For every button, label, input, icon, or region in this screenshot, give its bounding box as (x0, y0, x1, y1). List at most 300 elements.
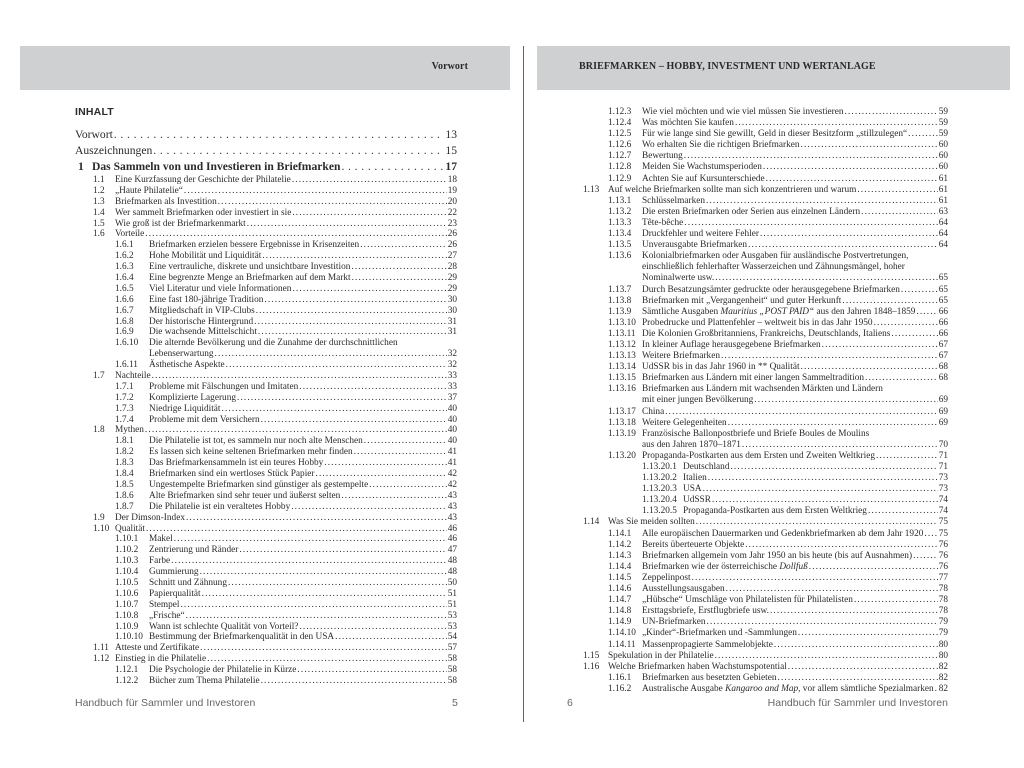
dot-leader (924, 529, 937, 540)
toc-entry-title: einschließlich fehlerhafter Wasserzeichen und Zähnungsmängel, hoher (642, 262, 905, 273)
toc-entry[interactable] (75, 186, 457, 197)
toc-entry[interactable] (565, 651, 948, 662)
toc-entry-title: USA (683, 484, 702, 495)
toc-entry-number: 1.10.7 (115, 599, 139, 610)
toc-entry[interactable] (565, 495, 948, 506)
dot-leader (935, 684, 938, 695)
toc-entry[interactable] (565, 684, 948, 695)
toc-entry-number: 1.10.4 (115, 567, 139, 578)
page-number-left: 5 (452, 697, 458, 709)
toc-entry-number: 1.6.5 (115, 283, 134, 294)
toc-entry[interactable] (75, 262, 457, 273)
toc-entry-page: 76 (938, 561, 948, 572)
toc-entry[interactable] (565, 273, 948, 284)
toc-entry-title: Massenpropagierte Sammelobjekte (642, 639, 773, 650)
dot-leader (218, 197, 447, 208)
toc-entry-title: Auf welche Briefmarken sollte man sich konzentrieren und warum (608, 184, 857, 195)
toc-entry-page: 22 (447, 207, 457, 218)
toc-entry-title: Mitgliedschaft in VIP-Clubs (149, 305, 255, 316)
toc-entry-title: mit einer jungen Bevölkerung (642, 395, 754, 406)
toc-entry-number: 1.14.6 (608, 584, 632, 595)
toc-entry-number: 1.14.1 (608, 528, 632, 539)
toc-entry[interactable] (75, 513, 457, 524)
toc-entry[interactable] (565, 351, 948, 362)
toc-entry-title: Die Philatelie ist ein veraltetes Hobby (149, 501, 291, 512)
toc-entry-number: 1.13.7 (608, 284, 632, 295)
toc-entry[interactable] (75, 143, 457, 159)
toc-entry-page: 20 (447, 196, 457, 207)
toc-entry[interactable] (565, 107, 948, 118)
toc-entry[interactable] (75, 654, 457, 665)
toc-entry-page: 37 (447, 392, 457, 403)
toc-entry-page: 71 (938, 450, 948, 461)
toc-entry[interactable] (75, 458, 457, 469)
dot-leader (264, 295, 446, 306)
toc-entry-number: 1.11 (93, 643, 109, 654)
toc-entry[interactable] (565, 517, 948, 528)
toc-entry-number: 1.12.2 (115, 675, 139, 686)
toc-entry[interactable] (565, 185, 948, 196)
dot-leader (774, 640, 938, 651)
dot-leader (254, 317, 447, 328)
toc-entry-title: Schnitt und Zähnung (149, 577, 227, 588)
dot-leader (809, 562, 938, 573)
toc-entry[interactable] (75, 371, 457, 382)
dot-leader (237, 393, 447, 404)
toc-entry-title: Briefmarken aus besetzten Gebieten (642, 672, 777, 683)
toc-entry-page: 40 (447, 436, 457, 447)
toc-entry[interactable] (565, 129, 948, 140)
toc-entry[interactable] (565, 418, 948, 429)
toc-entry-page: 63 (938, 206, 948, 217)
toc-entry[interactable] (75, 393, 457, 404)
toc-entry-number: 1.8.1 (115, 436, 134, 447)
toc-entry-page: 29 (447, 283, 457, 294)
toc-entry[interactable] (75, 567, 457, 578)
toc-entry-page: 32 (447, 360, 457, 371)
toc-entry-number: 1.10.1 (115, 534, 139, 545)
toc-entry-title: Wo erhalten Sie die richtigen Briefmarken (642, 140, 800, 151)
toc-entry[interactable] (565, 606, 948, 617)
toc-entry-number: 1.12.3 (608, 107, 632, 117)
toc-entry-number: 1.8.2 (115, 447, 134, 458)
toc-entry-number: 1.12 (93, 654, 110, 665)
toc-entry-title: Französische Ballonpostbriefe und Briefe Boules de Moulins (642, 428, 870, 439)
page-gutter-divider (523, 46, 524, 722)
toc-entry[interactable] (75, 600, 457, 611)
toc-entry[interactable] (75, 469, 457, 480)
toc-entry-title: Hohe Mobilität und Liquidität (149, 251, 262, 262)
toc-entry[interactable] (565, 196, 948, 207)
toc-entry-title: „Hübsche“ Umschläge von Philatelisten für Philatelisten (642, 595, 853, 606)
toc-entry-number: 1.10 (93, 523, 110, 534)
toc-entry-number: 1.13.9 (608, 306, 632, 317)
toc-entry-title: Druckfehler und weitere Fehler (642, 229, 759, 240)
toc-entry-number: 1.7 (93, 371, 105, 382)
toc-entry-page: 13 (445, 128, 457, 141)
dot-leader (721, 351, 938, 362)
toc-entry-page: 68 (938, 362, 948, 373)
toc-entry-number: 1.6.9 (115, 327, 134, 338)
toc-entry[interactable] (565, 174, 948, 185)
toc-entry-page: 33 (447, 381, 457, 392)
toc-entry[interactable] (565, 307, 948, 318)
toc-entry-number: 1.13.20.2 (642, 473, 677, 484)
toc-entry[interactable] (75, 611, 457, 622)
toc-entry[interactable] (565, 340, 948, 351)
toc-entry[interactable] (565, 140, 948, 151)
toc-entry[interactable] (565, 407, 948, 418)
toc-entry[interactable] (565, 640, 948, 651)
toc-entry[interactable] (75, 534, 457, 545)
toc-entry[interactable] (565, 151, 948, 162)
toc-entry[interactable] (75, 480, 457, 491)
toc-entry-title: Bewertung (642, 151, 683, 162)
toc-entry[interactable] (75, 240, 457, 251)
toc-entry-page: 78 (938, 606, 948, 617)
toc-entry-title: Der historische Hintergrund (149, 316, 254, 327)
toc-entry[interactable] (565, 207, 948, 218)
toc-entry[interactable] (75, 175, 457, 186)
dot-leader (335, 632, 447, 643)
toc-entry-page: 46 (447, 523, 457, 534)
toc-entry-number: 1.13.8 (608, 295, 632, 306)
toc-entry[interactable] (75, 524, 457, 535)
toc-entry[interactable] (565, 329, 948, 340)
toc-entry[interactable] (75, 643, 457, 654)
dot-leader (801, 140, 938, 151)
toc-entry-title: Ästhetische Aspekte (149, 360, 225, 371)
toc-entry-title: Ungestempelte Briefmarken sind günstiger als gestempelte (149, 479, 369, 490)
toc-entry-title: Probleme mit dem Versichern (149, 414, 260, 425)
dot-leader (352, 273, 447, 284)
toc-entry[interactable] (75, 622, 457, 633)
toc-entry-number: 1.14.5 (608, 572, 632, 583)
toc-entry-title: Es lassen sich keine seltenen Briefmarken mehr finden (149, 447, 353, 458)
toc-entry-number: 1 (78, 160, 84, 173)
toc-entry-title: Alle europäischen Dauermarken und Gedenkbriefmarken ab dem Jahr 1920 (642, 528, 924, 539)
toc-entry-title: Lebenserwartung (149, 349, 214, 360)
toc-entry[interactable] (565, 584, 948, 595)
toc-entry-title: Was Sie meiden sollten (608, 517, 695, 528)
toc-entry[interactable] (565, 484, 948, 495)
dot-leader (180, 600, 446, 611)
toc-entry-page: 79 (938, 628, 948, 639)
toc-entry[interactable] (565, 506, 948, 517)
toc-entry-title: Weitere Briefmarken (642, 351, 720, 362)
toc-entry-number: 1.7.3 (115, 403, 134, 414)
toc-entry[interactable] (565, 529, 948, 540)
toc-entry-title: Deutschland (683, 462, 730, 472)
toc-entry[interactable] (75, 159, 457, 175)
toc-entry-number: 1.13.11 (608, 328, 636, 339)
toc-entry-number: 1.13.19 (608, 428, 636, 439)
toc-entry[interactable] (75, 404, 457, 415)
dot-leader (726, 584, 938, 595)
toc-entry[interactable] (75, 578, 457, 589)
toc-entry[interactable] (75, 273, 457, 284)
toc-entry-page: 71 (938, 462, 948, 472)
toc-entry-number: 1.6.6 (115, 294, 134, 305)
dot-leader (324, 458, 446, 469)
toc-entry-number: 1.12.8 (608, 162, 632, 173)
toc-entry-page: 47 (447, 545, 457, 556)
toc-entry[interactable] (565, 473, 948, 484)
toc-entry[interactable] (75, 382, 457, 393)
toc-entry-title: Das Sammeln von und Investieren in Briefmarken (92, 160, 341, 173)
dot-leader (703, 484, 938, 495)
toc-entry[interactable] (75, 219, 457, 230)
toc-entry[interactable] (565, 240, 948, 251)
dot-leader (891, 329, 937, 340)
toc-entry[interactable] (565, 440, 948, 451)
dot-leader (226, 360, 447, 371)
toc-entry-page: 67 (938, 351, 948, 362)
toc-entry[interactable] (75, 229, 457, 240)
toc-entry-page: 76 (938, 539, 948, 550)
toc-entry-title: Briefmarken aus Ländern mit wachsenden Märkten und Ländern (642, 384, 883, 395)
dot-leader (684, 151, 938, 162)
toc-entry-title: Viel Literatur und viele Informationen (149, 283, 292, 294)
dot-leader (153, 143, 444, 159)
toc-entry-page: 43 (447, 490, 457, 501)
toc-entry[interactable] (565, 573, 948, 584)
toc-entry-line (565, 251, 948, 262)
toc-entry-title-italic: Kangaroo and Map (725, 683, 799, 694)
toc-entry[interactable] (565, 218, 948, 229)
toc-entry[interactable] (565, 451, 948, 462)
toc-entry-number: 1.6.2 (115, 251, 134, 262)
toc-entry[interactable] (75, 415, 457, 426)
toc-entry-title: Italien (683, 473, 707, 484)
dot-leader (868, 506, 938, 517)
toc-entry[interactable] (565, 229, 948, 240)
dot-leader (186, 611, 447, 622)
toc-entry-title: Wann ist schlechte Qualität von Vorteil? (149, 621, 299, 632)
toc-entry-page: 30 (447, 305, 457, 316)
toc-entry-page: 17 (445, 160, 457, 173)
dot-leader (770, 606, 938, 617)
toc-entry[interactable] (75, 197, 457, 208)
toc-entry-number: 1.7.2 (115, 392, 134, 403)
toc-entry[interactable] (75, 208, 457, 219)
toc-entry-page: 60 (938, 140, 948, 151)
toc-list-left (75, 127, 457, 687)
toc-entry[interactable] (75, 436, 457, 447)
toc-entry-number: 1.12.6 (608, 140, 632, 151)
toc-entry[interactable] (75, 545, 457, 556)
toc-entry[interactable] (565, 551, 948, 562)
dot-leader (200, 567, 447, 578)
toc-entry-number: 1.8.6 (115, 490, 134, 501)
toc-entry[interactable] (565, 462, 948, 473)
toc-entry[interactable] (565, 162, 948, 173)
toc-entry[interactable] (565, 662, 948, 673)
toc-entry-number: 1.13.20.5 (642, 506, 677, 517)
toc-entry-title: Vorteile (115, 229, 145, 240)
toc-entry[interactable] (75, 632, 457, 643)
toc-entry-title: Briefmarken allgemein vom Jahr 1950 an bis heute (bis auf Ausnahmen) (642, 550, 913, 561)
toc-entry-number: 1.13.1 (608, 195, 632, 206)
toc-entry-number: 1.1 (93, 175, 105, 185)
toc-entry-title: Atteste und Zertifikate (115, 643, 200, 654)
toc-entry-page: 75 (938, 528, 948, 539)
toc-entry-title: Was möchten Sie kaufen (642, 118, 734, 129)
toc-entry-page: 75 (938, 517, 948, 528)
dot-leader (292, 284, 446, 295)
dot-leader (874, 318, 938, 329)
toc-entry[interactable] (75, 556, 457, 567)
toc-entry-number: 1.12.4 (608, 118, 632, 129)
toc-entry-number: 1.13.4 (608, 229, 632, 240)
toc-entry[interactable] (565, 362, 948, 373)
toc-entry[interactable] (75, 447, 457, 458)
toc-entry-number: 1.14 (583, 517, 600, 528)
toc-entry-number: 1.15 (583, 650, 600, 661)
toc-entry[interactable] (75, 317, 457, 328)
dot-leader (152, 371, 447, 382)
footer-book-title-left: Handbuch für Sammler und Investoren (75, 697, 256, 709)
toc-entry-page: 30 (447, 294, 457, 305)
toc-entry[interactable] (565, 318, 948, 329)
toc-entry-page: 57 (447, 643, 457, 654)
toc-entry-number: 1.14.7 (608, 595, 632, 606)
toc-entry[interactable] (565, 395, 948, 406)
toc-entry[interactable] (75, 127, 457, 143)
toc-entry[interactable] (75, 502, 457, 513)
toc-entry-page: 78 (938, 595, 948, 606)
toc-entry[interactable] (565, 296, 948, 307)
toc-entry[interactable] (75, 425, 457, 436)
toc-entry[interactable] (565, 562, 948, 573)
toc-entry[interactable] (565, 628, 948, 639)
toc-entry-number: 1.13 (583, 184, 600, 195)
toc-entry-page: 69 (938, 406, 948, 417)
toc-entry-title: Briefmarken aus Ländern mit einer langen Sammeltradition (642, 373, 865, 384)
toc-entry[interactable] (565, 118, 948, 129)
toc-entry-title: Probleme mit Fälschungen und Imitaten (149, 381, 299, 392)
toc-entry[interactable] (565, 617, 948, 628)
toc-entry[interactable] (565, 540, 948, 551)
toc-entry-page: 82 (938, 661, 948, 672)
toc-entry-page: 66 (938, 306, 948, 317)
dot-leader (184, 186, 447, 197)
toc-entry[interactable] (75, 251, 457, 262)
dot-leader (760, 229, 938, 240)
dot-leader (857, 185, 937, 196)
toc-entry[interactable] (565, 285, 948, 296)
toc-entry-title: Gummierung (149, 567, 199, 578)
toc-entry-page: 74 (938, 506, 948, 517)
toc-entry-title: Durch Besatzungsämter gedruckte oder herausgegebene Briefmarken (642, 284, 900, 295)
dot-leader (715, 651, 938, 662)
toc-entry-number: 1.12.1 (115, 665, 139, 676)
dot-leader (239, 545, 446, 556)
toc-entry-number: 1.13.20.1 (642, 462, 677, 472)
toc-entry-title: Briefmarken wie der österreichische Dollfuß (642, 561, 808, 572)
toc-entry-number: 1.7.4 (115, 414, 134, 425)
toc-entry-number: 1.14.9 (608, 617, 632, 628)
toc-entry-number: 1.13.10 (608, 317, 636, 328)
dot-leader (735, 118, 938, 129)
toc-entry[interactable] (75, 676, 457, 687)
toc-entry-line (565, 429, 948, 440)
toc-entry-number: 1.9 (93, 512, 105, 523)
toc-entry-number: 1.10.8 (115, 610, 139, 621)
toc-entry-number: 1.8.5 (115, 479, 134, 490)
toc-entry-title: Die alternde Bevölkerung und die Zunahme der durchschnittlichen (149, 338, 398, 349)
toc-entry-title: Welche Briefmarken haben Wachstumspotential (608, 661, 787, 672)
dot-leader (708, 473, 938, 484)
toc-entry[interactable] (75, 327, 457, 338)
toc-entry-title: Wie viel möchten und wie viel müssen Sie investieren (642, 107, 844, 117)
dot-leader (222, 404, 447, 415)
toc-entry-title: Für wie lange sind Sie gewillt, Geld in dieser Besitzform „stillzulegen“ (642, 129, 908, 140)
dot-leader (684, 218, 937, 229)
toc-entry[interactable] (565, 373, 948, 384)
running-header-left (20, 46, 510, 90)
toc-entry-title-italic: Dollfuß (779, 561, 808, 572)
toc-entry-page: 51 (447, 588, 457, 599)
toc-entry-page: 26 (447, 229, 457, 240)
dot-leader (354, 447, 447, 458)
toc-entry-page: 61 (938, 195, 948, 206)
toc-entry-number: 1.13.17 (608, 406, 636, 417)
dot-leader (369, 480, 447, 491)
dot-leader (202, 589, 447, 600)
dot-leader (788, 662, 938, 673)
toc-entry-title: Meiden Sie Wachstumsperioden (642, 162, 762, 173)
toc-entry[interactable] (75, 306, 457, 317)
toc-entry-number: 1.8 (93, 425, 105, 436)
dot-leader (171, 556, 447, 567)
toc-entry-page: 42 (447, 469, 457, 480)
toc-entry[interactable] (75, 349, 457, 360)
toc-entry-page: 66 (938, 328, 948, 339)
toc-entry[interactable] (75, 491, 457, 502)
toc-entry-page: 41 (447, 447, 457, 458)
toc-entry-page: 60 (938, 162, 948, 173)
toc-entry-title: Weitere Gelegenheiten (642, 417, 727, 428)
toc-entry[interactable] (75, 284, 457, 295)
toc-entry[interactable] (75, 589, 457, 600)
toc-entry-title: Wer sammelt Briefmarken oder investiert in sie (115, 207, 292, 218)
toc-entry-page: 40 (447, 425, 457, 436)
toc-entry[interactable] (565, 595, 948, 606)
toc-entry[interactable] (565, 673, 948, 684)
toc-entry-number: 1.14.11 (608, 639, 636, 650)
toc-entry-page: 46 (447, 534, 457, 545)
dot-leader (364, 436, 447, 447)
dot-leader (728, 418, 938, 429)
toc-entry[interactable] (75, 360, 457, 371)
toc-entry-number: 1.13.14 (608, 362, 636, 373)
toc-entry-title: Auszeichnungen (75, 144, 153, 157)
toc-entry-title: Schlüsselmarken (642, 195, 705, 206)
dot-leader (341, 159, 444, 175)
toc-entry[interactable] (75, 665, 457, 676)
toc-entry-page: 79 (938, 617, 948, 628)
toc-entry-number: 1.7.1 (115, 381, 134, 392)
dot-leader (901, 285, 938, 296)
toc-right-page (565, 107, 948, 695)
toc-entry-title: Briefmarken mit „Vergangenheit“ und guter Herkunft (642, 295, 842, 306)
toc-entry-line (565, 384, 948, 395)
toc-entry-page: 82 (938, 683, 948, 694)
dot-leader (292, 175, 447, 186)
dot-leader (261, 676, 447, 687)
toc-entry[interactable] (75, 295, 457, 306)
